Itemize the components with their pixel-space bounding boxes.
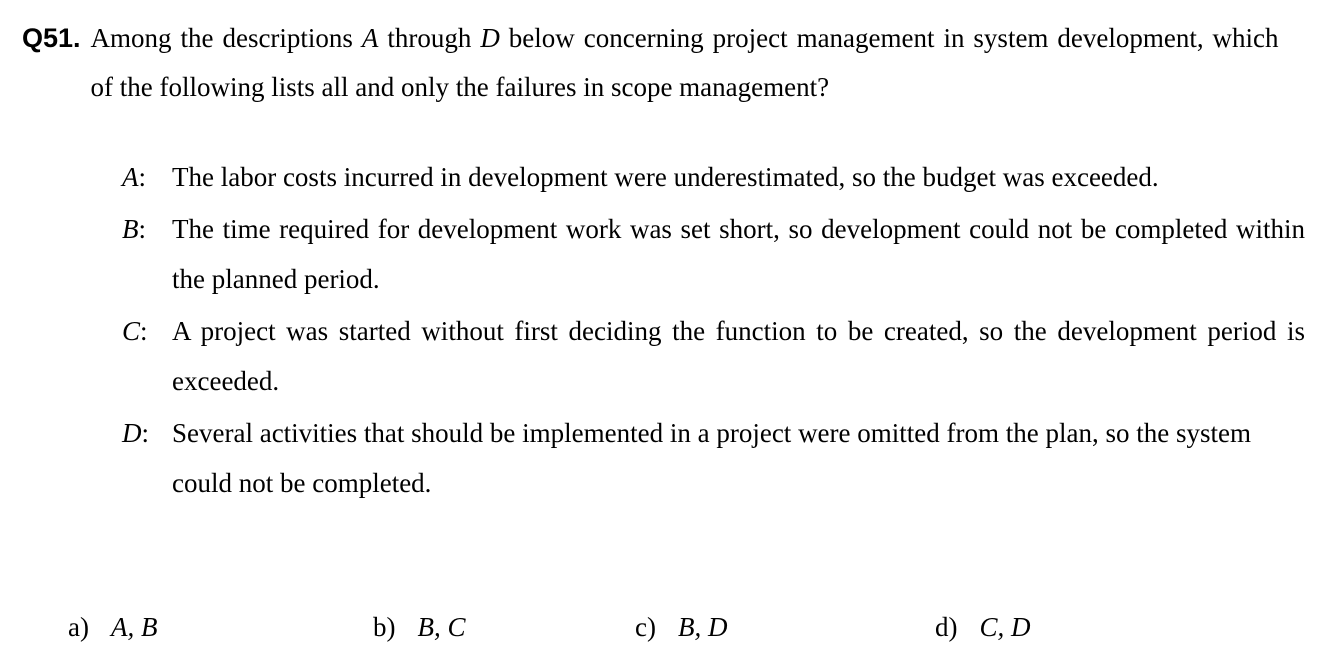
description-label-b bbox=[122, 204, 172, 254]
answer-value-b: B, C bbox=[417, 612, 466, 642]
answer-marker-b: b) bbox=[373, 612, 396, 642]
answer-option-c[interactable] bbox=[635, 608, 935, 646]
description-colon-c: : bbox=[140, 316, 148, 346]
description-label-d bbox=[122, 408, 172, 458]
description-text-c: A project was started without first deciding the function to be created, so the development period is exceeded. bbox=[172, 316, 1305, 396]
description-letter-d: D bbox=[122, 418, 142, 448]
description-colon-a: : bbox=[138, 162, 147, 192]
question-var-a: A bbox=[361, 23, 379, 53]
answer-option-a[interactable] bbox=[68, 608, 373, 646]
answer-marker-d: d) bbox=[935, 612, 958, 642]
answer-marker-a: a) bbox=[68, 612, 89, 642]
question-text-part1: Among the descriptions bbox=[90, 23, 362, 53]
description-label-c bbox=[122, 306, 172, 356]
description-letter-c: C bbox=[122, 316, 141, 346]
description-colon-d: : bbox=[141, 418, 150, 448]
question-text-part3: below concerning project management in system development, which of the following lists all and only the failures in scope management? bbox=[90, 23, 1279, 102]
description-item-b bbox=[122, 204, 1307, 304]
description-item-d bbox=[122, 408, 1307, 508]
description-list bbox=[22, 152, 1307, 508]
description-label-a bbox=[122, 152, 172, 202]
answer-options bbox=[22, 608, 1307, 646]
description-letter-a: A bbox=[122, 162, 139, 192]
question-stem bbox=[22, 14, 1307, 112]
description-text-d: Several activities that should be implemented in a project were omitted from the plan, so the system could not be completed. bbox=[172, 418, 1251, 498]
answer-value-d: C, D bbox=[979, 612, 1031, 642]
answer-option-b[interactable] bbox=[373, 608, 635, 646]
description-letter-b: B bbox=[122, 214, 139, 244]
answer-value-a: A, B bbox=[110, 612, 158, 642]
question-number: Q51. bbox=[22, 23, 81, 53]
answer-value-c: B, D bbox=[677, 612, 728, 642]
description-item-c bbox=[122, 306, 1307, 406]
description-text-a: The labor costs incurred in development were underestimated, so the budget was exceeded. bbox=[172, 162, 1159, 192]
answer-marker-c: c) bbox=[635, 612, 656, 642]
question-text bbox=[91, 14, 1279, 112]
description-text-b: The time required for development work was set short, so development could not be completed within the planned period. bbox=[172, 214, 1305, 294]
answer-option-d[interactable] bbox=[935, 608, 1175, 646]
description-colon-b: : bbox=[138, 214, 147, 244]
description-item-a bbox=[122, 152, 1307, 202]
question-var-d: D bbox=[480, 23, 500, 53]
question-text-part2: through bbox=[378, 23, 481, 53]
